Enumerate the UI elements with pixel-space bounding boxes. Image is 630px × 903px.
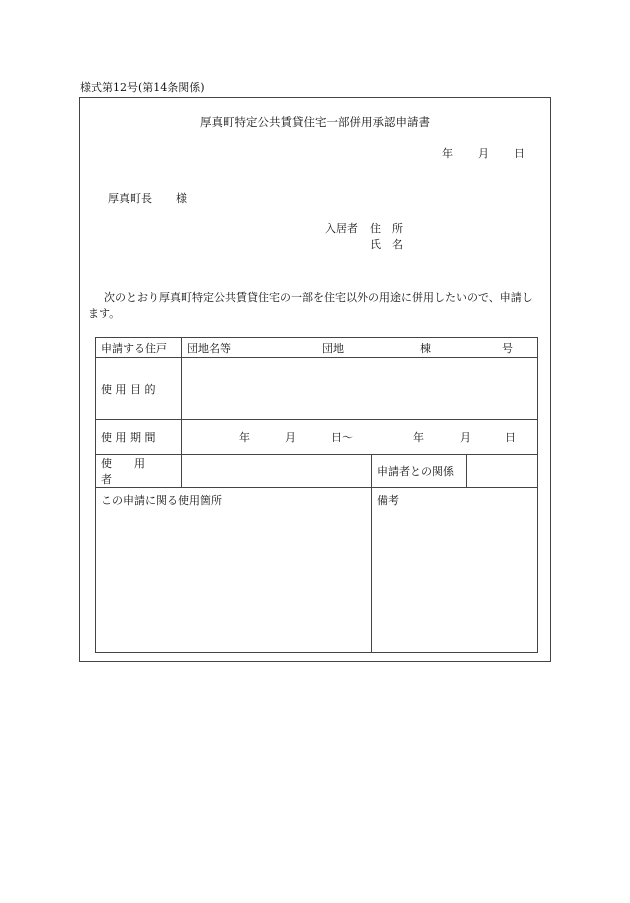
period-start-month: 月 — [285, 431, 296, 444]
date-day: 日 — [514, 147, 525, 160]
body-text: 次のとおり厚真町特定公共賃貸住宅の一部を住宅以外の用途に併用したいので、申請します。 — [88, 291, 533, 320]
period-start-year: 年 — [239, 431, 250, 444]
remarks-field[interactable] — [372, 488, 538, 653]
form-title: 厚真町特定公共賃貸住宅一部併用承認申請書 — [200, 115, 430, 129]
date-year: 年 — [442, 147, 453, 160]
location-field[interactable] — [96, 488, 372, 653]
table-row-dwelling — [96, 338, 538, 358]
applicant-address-label: 住 所 — [370, 222, 403, 235]
table-row-period — [96, 420, 538, 455]
tou-label: 棟 — [420, 341, 431, 355]
label-period: 使 用 期 間 — [96, 420, 182, 455]
applicant-role: 入居者 — [325, 222, 358, 235]
table-row-location-remarks — [96, 488, 538, 653]
user-field[interactable] — [182, 455, 372, 488]
addressee-honorific: 様 — [176, 192, 187, 205]
danchi-mei-label: 団地名等 — [187, 341, 231, 355]
form-number: 様式第12号(第14条関係) — [80, 81, 205, 94]
application-form-frame — [79, 97, 551, 662]
label-dwelling: 申請する住戸 — [96, 338, 182, 358]
purpose-field[interactable] — [182, 358, 538, 420]
period-end-year: 年 — [413, 431, 424, 444]
label-user: 使 用 者 — [96, 455, 182, 488]
applicant-name-label: 氏 名 — [370, 238, 403, 251]
table-row-user — [96, 455, 538, 488]
danchi-label: 団地 — [322, 341, 344, 355]
date-month: 月 — [478, 147, 489, 160]
period-end-month: 月 — [460, 431, 471, 444]
table-row-purpose — [96, 358, 538, 420]
gou-label: 号 — [502, 341, 513, 355]
label-remarks: 備考 — [377, 494, 399, 507]
relation-field[interactable] — [467, 455, 538, 488]
addressee-name: 厚真町長 — [108, 192, 152, 205]
addressee — [108, 190, 187, 206]
label-location: この申請に関る使用箇所 — [101, 494, 222, 507]
period-field[interactable] — [182, 420, 538, 455]
period-end-day: 日 — [505, 431, 516, 444]
dwelling-field[interactable] — [182, 338, 538, 358]
application-table — [95, 337, 538, 653]
label-purpose: 使 用 目 的 — [96, 358, 182, 420]
period-start-day: 日〜 — [331, 431, 353, 444]
label-relation: 申請者との関係 — [372, 455, 467, 488]
